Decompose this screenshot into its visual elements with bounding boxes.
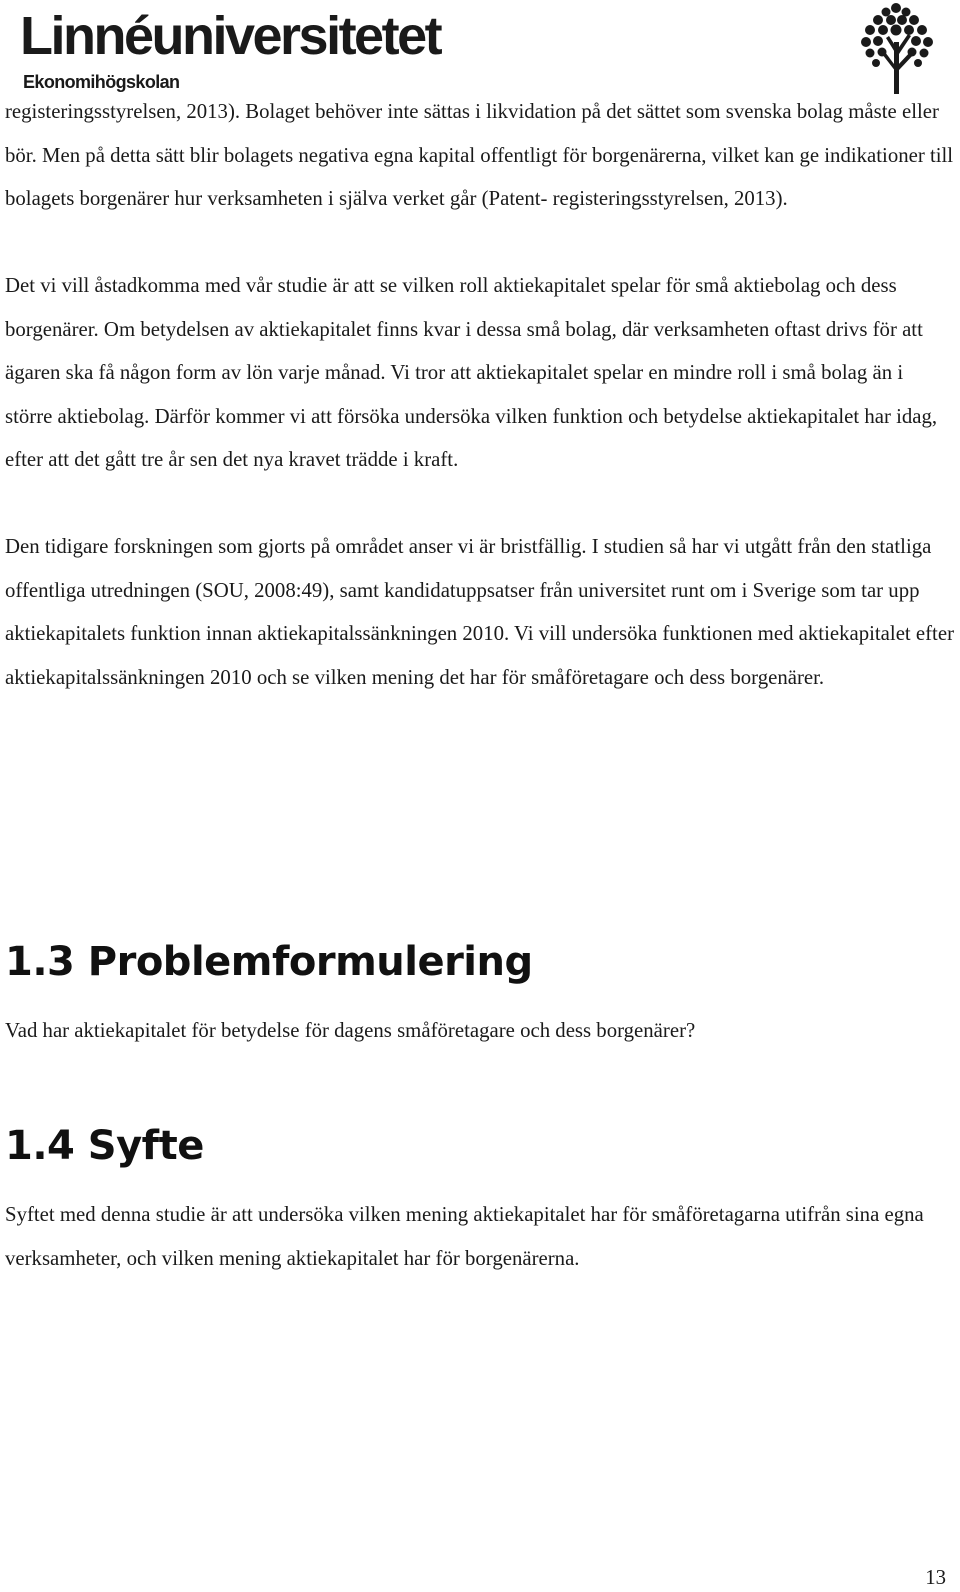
tree-logo-icon [858,2,936,94]
body-paragraph-1: registeringsstyrelsen, 2013). Bolaget behöver inte sättas i likvidation på det sättet som svenska bolag måste eller bör. Men på detta sätt blir bolagets negativa egna kapital offentligt för borgenärerna, vilket kan ge indikationer till bolagets borgenärer hur verksamheten i själva verket går (Patent- registeringsstyrelsen, 2013). [5,100,954,210]
section-heading-problemformulering: 1.3 Problemformulering [5,939,533,985]
research-question: Vad har aktiekapitalet för betydelse för dagens småföretagare och dess borgenärer? [5,1019,696,1042]
page-number: 13 [925,1566,946,1589]
body-paragraph-2: Det vi vill åstadkomma med vår studie är att se vilken roll aktiekapitalet spelar för små aktiebolag och dess borgenärer. Om betydelsen av aktiekapitalet finns kvar i dessa små bolag, där verksamheten oftast drivs för att ägaren ska få någon form av lön varje månad. Vi tror att aktiekapitalet spelar en mindre roll i små bolag än i större aktiebolag. Därför kommer vi att försöka undersöka vilken funktion och betydelse aktiekapitalet har idag, efter att det gått tre år sen det nya kravet trädde i kraft. [5,274,938,471]
university-logo-subtitle: Ekonomihögskolan [23,72,180,92]
university-logo-name: Linnéuniversitetet [20,6,441,66]
page-header [0,0,960,96]
section-heading-syfte: 1.4 Syfte [5,1123,204,1169]
purpose-paragraph: Syftet med denna studie är att undersöka vilken mening aktiekapitalet har för småföretagarna utifrån sina egna verksamheter, och vilken mening aktiekapitalet har för borgenärerna. [5,1203,924,1270]
body-paragraph-3: Den tidigare forskningen som gjorts på området anser vi är bristfällig. I studien så har vi utgått från den statliga offentliga utredningen (SOU, 2008:49), samt kandidatuppsatser från universitet runt om i Sverige som tar upp aktiekapitalets funktion innan aktiekapitalssänkningen 2010. Vi vill undersöka funktionen med aktiekapitalet efter aktiekapitalssänkningen 2010 och se vilken mening det har för småföretagare och dess borgenärer. [5,535,954,689]
document-body [5,90,955,699]
